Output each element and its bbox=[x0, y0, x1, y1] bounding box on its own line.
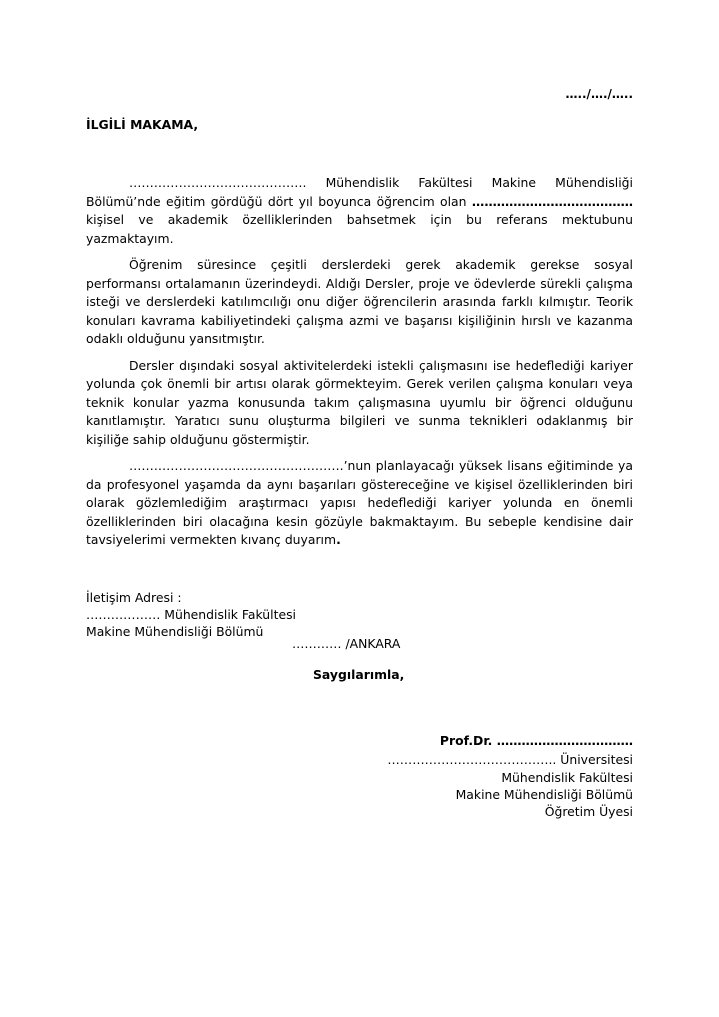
paragraph-3: Dersler dışındaki sosyal aktivitelerdeki istekli çalışmasını ise hedeflediği kariyer yolunda çok önemli bir artısı olarak görmekteyim. Gerek verilen çalışma konuları veya teknik konular yazma konusunda takım çalışmasına uyumlu bir öğrenci olduğunu kanıtlamıştır. Yaratıcı sunu oluşturma bilgileri ve sunma teknikleri odaklanmış bir kişiliğe sahip olduğunu göstermiştir. bbox=[86, 357, 633, 447]
address-department: Makine Mühendisliği Bölümü bbox=[86, 624, 264, 639]
contact-address bbox=[86, 589, 296, 640]
paragraph-4-text: …………………………………………….’nun planlayacağı yüksek lisans eğitiminde ya da profesyonel yaşamda da aynı başarıları göstereceğine ve kişisel özelliklerinden biri olarak gözlemlediğim araştırmacı yapısı hedeflediği kariyer yolunda en önemli özelliklerinden biri olacağına kesin gözüyle bakmaktayım. Bu sebeple kendisine dair tavsiyelerimi vermekten kıvanç duyarım bbox=[86, 458, 633, 547]
salutation: İLGİLİ MAKAMA, bbox=[86, 117, 199, 132]
paragraph-2: Öğrenim süresince çeşitli derslerdeki gerek akademik gerekse sosyal performansı ortalamanın üzerindeydi. Aldığı Dersler, proje ve ödevlerde sürekli çalışma isteği ve derslerdeki katılımcılığı onu diğer öğrencilerin arasında farklı kılmıştır. Teorik konuları kavrama kabiliyetindeki çalışma azmi ve başarısı kişiliğinin hırslı ve kazanma odaklı olduğunu yansıtmıştır. bbox=[86, 257, 633, 346]
paragraph-4 bbox=[86, 457, 633, 550]
closing: Saygılarımla, bbox=[313, 667, 405, 682]
student-name-placeholder: ………………………………… bbox=[471, 193, 633, 209]
signer-department: Makine Mühendisliği Bölümü bbox=[455, 786, 633, 802]
signer-title: Öğretim Üyesi bbox=[544, 804, 633, 820]
address-label: İletişim Adresi : bbox=[86, 590, 182, 605]
signer-university: ………………………………….. Üniversitesi bbox=[387, 752, 633, 768]
paragraph-4-end-mark: . bbox=[336, 532, 341, 547]
paragraph-1-text-end: kişisel ve akademik özelliklerinden bahsetmek için bu referans mektubunu yazmaktayım. bbox=[86, 212, 633, 246]
signature-block bbox=[387, 732, 633, 820]
signer-faculty: Mühendislik Fakültesi bbox=[501, 769, 633, 785]
address-faculty: ……………… Mühendislik Fakültesi bbox=[86, 607, 296, 622]
letter-date: …../…./….. bbox=[565, 87, 633, 101]
address-city: ………… /ANKARA bbox=[292, 636, 401, 651]
signer-name: Prof.Dr. …………………………… bbox=[439, 733, 633, 748]
paragraph-1-text: ……………………………………. Mühendislik Fakültesi Makine Mühendisliği Bölümü’nde eğitim gördüğü dört yıl boyunca öğrencim olan bbox=[86, 175, 633, 209]
paragraph-1 bbox=[86, 174, 633, 248]
letter-body bbox=[86, 174, 633, 558]
